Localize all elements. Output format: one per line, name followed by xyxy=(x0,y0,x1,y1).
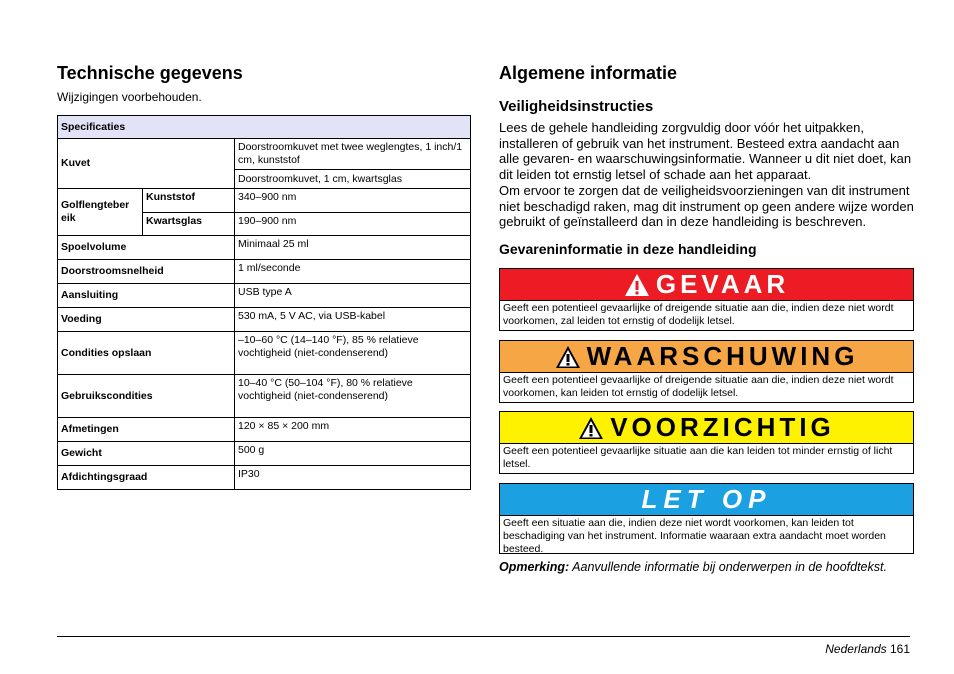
hazard-text: Geeft een situatie aan die, indien deze niet wordt voorkomen, kan leiden tot beschadiging van het instrument. Informatie waaraan extra aandacht moet worden besteed. xyxy=(503,517,886,555)
wavelength-row-value: 190–900 nm xyxy=(235,213,471,236)
table-row: Condities opslaan –10–60 °C (14–140 °F), 85 % relatieve vochtigheid (niet-condenserend) xyxy=(58,332,471,375)
warning-triangle-icon xyxy=(578,416,604,440)
note xyxy=(499,560,887,574)
note-text: Aanvullende informatie bij onderwerpen in de hoofdtekst. xyxy=(569,560,887,574)
hazard-bar xyxy=(500,412,913,444)
wavelength-label: Golflengteber eik xyxy=(58,189,143,236)
page-title-technical: Technische gegevens xyxy=(57,63,243,83)
subtitle: Wijzigingen voorbehouden. xyxy=(57,90,202,104)
hazard-bar xyxy=(500,341,913,373)
hazard-text: Geeft een potentieel gevaarlijke of dreigende situatie aan die, indien deze niet wordt voorkomen, zal leiden tot ernstig of dodelijk letsel. xyxy=(503,302,894,327)
warning-triangle-icon xyxy=(624,273,650,297)
table-row: Afmetingen 120 × 85 × 200 mm xyxy=(58,418,471,442)
hazard-heading: Gevareninformatie in deze handleiding xyxy=(499,241,757,257)
spec-table xyxy=(57,115,471,490)
footer-divider xyxy=(57,636,910,637)
warning-triangle-icon xyxy=(555,345,581,369)
hazard-bar xyxy=(500,269,913,301)
wavelength-row-label: Kunststof xyxy=(143,189,235,213)
hazard-box-warning xyxy=(499,340,914,403)
hazard-label: WAARSCHUWING xyxy=(586,341,859,371)
hazard-box-danger xyxy=(499,268,914,331)
page-number: 161 xyxy=(889,642,910,656)
note-label: Opmerking: xyxy=(499,560,570,574)
table-row: Doorstroomsnelheid 1 ml/seconde xyxy=(58,260,471,284)
table-row: Aansluiting USB type A xyxy=(58,284,471,308)
cuvette-value-2: Doorstroomkuvet, 1 cm, kwartsglas xyxy=(235,170,471,189)
wavelength-row-label: Kwartsglas xyxy=(143,213,235,236)
cuvette-label: Kuvet xyxy=(58,139,235,189)
hazard-box-notice xyxy=(499,483,914,554)
table-header: Specificaties xyxy=(58,116,471,139)
hazard-box-caution xyxy=(499,411,914,474)
safety-heading: Veiligheidsinstructies xyxy=(499,98,654,115)
footer-language: Nederlands xyxy=(825,642,887,656)
hazard-bar xyxy=(500,484,913,516)
wavelength-row-value: 340–900 nm xyxy=(235,189,471,213)
hazard-text: Geeft een potentieel gevaarlijke situatie aan die kan leiden tot minder ernstig of licht letsel. xyxy=(503,445,893,470)
table-row: Gebruikscondities 10–40 °C (50–104 °F), 80 % relatieve vochtigheid (niet-condenserend) xyxy=(58,375,471,418)
table-row: Afdichtingsgraad IP30 xyxy=(58,466,471,490)
hazard-label: GEVAAR xyxy=(655,269,790,299)
cuvette-value-1: Doorstroomkuvet met twee weglengtes, 1 inch/1 cm, kunststof xyxy=(235,139,471,170)
safety-paragraph-2: Om ervoor te zorgen dat de veiligheidsvoorzieningen van dit instrument niet beschadigd raken, mag dit instrument op geen andere wijze worden gebruikt of geïnstalleerd dan in deze handleiding is beschreven. xyxy=(499,183,914,229)
footer xyxy=(825,642,910,656)
hazard-label: LET OP xyxy=(641,484,772,514)
hazard-text: Geeft een potentieel gevaarlijke of dreigende situatie aan die, indien deze niet wordt voorkomen, kan leiden tot ernstig of dodelijk letsel. xyxy=(503,374,894,399)
table-row: Voeding 530 mA, 5 V AC, via USB-kabel xyxy=(58,308,471,332)
hazard-label: VOORZICHTIG xyxy=(610,412,835,442)
table-row: Spoelvolume Minimaal 25 ml xyxy=(58,236,471,260)
safety-paragraph-1: Lees de gehele handleiding zorgvuldig door vóór het uitpakken, installeren of gebruik van het instrument. Besteed extra aandacht aan alle gevaren- en waarschuwingsinformatie. Wanneer u dit niet doet, kan dit leiden tot ernstig letsel of schade aan het apparaat. xyxy=(499,120,912,182)
table-row: Gewicht 500 g xyxy=(58,442,471,466)
page-title-general: Algemene informatie xyxy=(499,63,678,83)
